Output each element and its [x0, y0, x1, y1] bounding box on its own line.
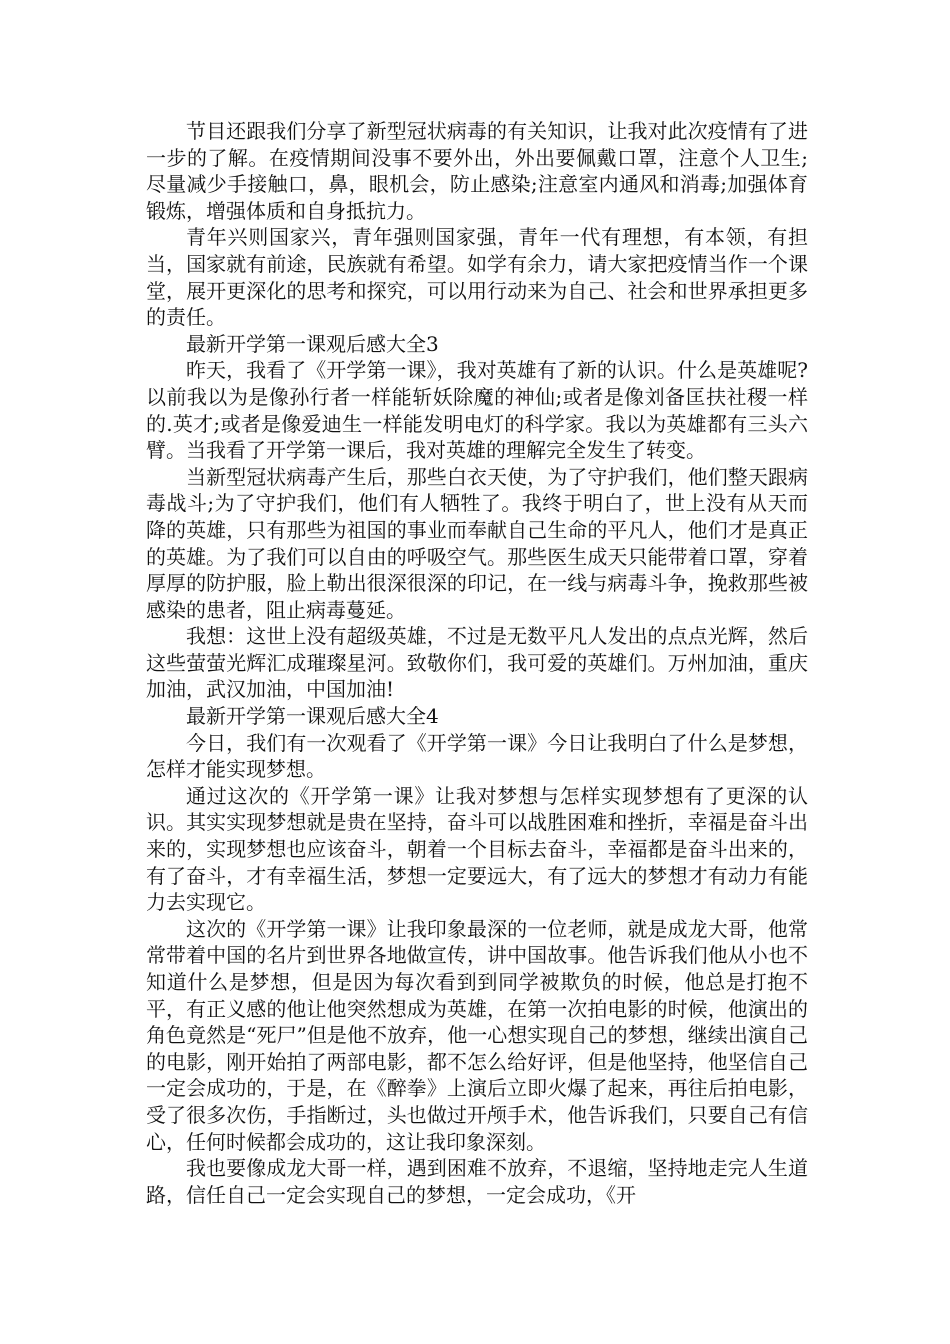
paragraph: 当新型冠状病毒产生后，那些白衣天使，为了守护我们，他们整天跟病毒战斗;为了守护我们，他们有人牺牲了。我终于明白了，世上没有从天而降的英雄，只有那些为祖国的事业而奉献自己生命的平凡人，他们才是真正的英雄。为了我们可以自由的呼吸空气。那些医生成天只能带着口罩，穿着厚厚的防护服，脸上勒出很深很深的印记，在一线与病毒斗争，挽救那些被感染的患者，阻止病毒蔓延。 [146, 464, 808, 622]
paragraph: 节目还跟我们分享了新型冠状病毒的有关知识，让我对此次疫情有了进一步的了解。在疫情期间没事不要外出，外出要佩戴口罩，注意个人卫生;尽量减少手接触口，鼻，眼机会，防止感染;注意室内通风和消毒;加强体育锻炼，增强体质和自身抵抗力。 [146, 119, 808, 223]
paragraph: 我想：这世上没有超级英雄，不过是无数平凡人发出的点点光辉，然后这些萤萤光辉汇成璀璨星河。致敬你们，我可爱的英雄们。万州加油，重庆加油，武汉加油，中国加油! [146, 624, 808, 702]
paragraph: 我也要像成龙大哥一样，遇到困难不放弃，不退缩，坚持地走完人生道路，信任自己一定会实现自己的梦想，一定会成功，《开 [146, 1156, 808, 1207]
paragraph: 这次的《开学第一课》让我印象最深的一位老师，就是成龙大哥，他常常带着中国的名片到世界各地做宣传，讲中国故事。他告诉我们他从小也不知道什么是梦想，但是因为每次看到到同学被欺负的时候，他总是打抱不平，有正义感的他让他突然想成为英雄，在第一次拍电影的时候，他演出的角色竟然是“死尸”但是他不放弃，他一心想实现自己的梦想，继续出演自己的电影，刚开始拍了两部电影，都不怎么给好评，但是他坚持，他坚信自己一定会成功的，于是，在《醉拳》上演后立即火爆了起来，再往后拍电影，受了很多次伤，手指断过，头也做过开颅手术，他告诉我们，只要自己有信心，任何时候都会成功的，这让我印象深刻。 [146, 916, 808, 1154]
paragraph: 青年兴则国家兴，青年强则国家强，青年一代有理想，有本领，有担当，国家就有前途，民族就有希望。如学有余力，请大家把疫情当作一个课堂，展开更深化的思考和探究，可以用行动来为自己、社会和世界承担更多的责任。 [146, 225, 808, 330]
paragraph: 通过这次的《开学第一课》让我对梦想与怎样实现梦想有了更深的认识。其实实现梦想就是贵在坚持，奋斗可以战胜困难和挫折，幸福是奋斗出来的，实现梦想也应该奋斗，朝着一个目标去奋斗，幸福都是奋斗出来的，有了奋斗，才有幸福生活，梦想一定要远大，有了远大的梦想才有动力有能力去实现它。 [146, 783, 808, 915]
section-heading: 最新开学第一课观后感大全4 [186, 704, 439, 729]
section-heading: 最新开学第一课观后感大全3 [186, 331, 439, 356]
paragraph: 今日，我们有一次观看了《开学第一课》今日让我明白了什么是梦想，怎样才能实现梦想。 [146, 730, 808, 782]
paragraph: 昨天，我看了《开学第一课》，我对英雄有了新的认识。什么是英雄呢?以前我以为是像孙行者一样能斩妖除魔的神仙;或者是像刘备匡扶社稷一样的.英才;或者是像爱迪生一样能发明电灯的科学家。我以为英雄都有三头六臂。当我看了开学第一课后，我对英雄的理解完全发生了转变。 [146, 358, 808, 463]
